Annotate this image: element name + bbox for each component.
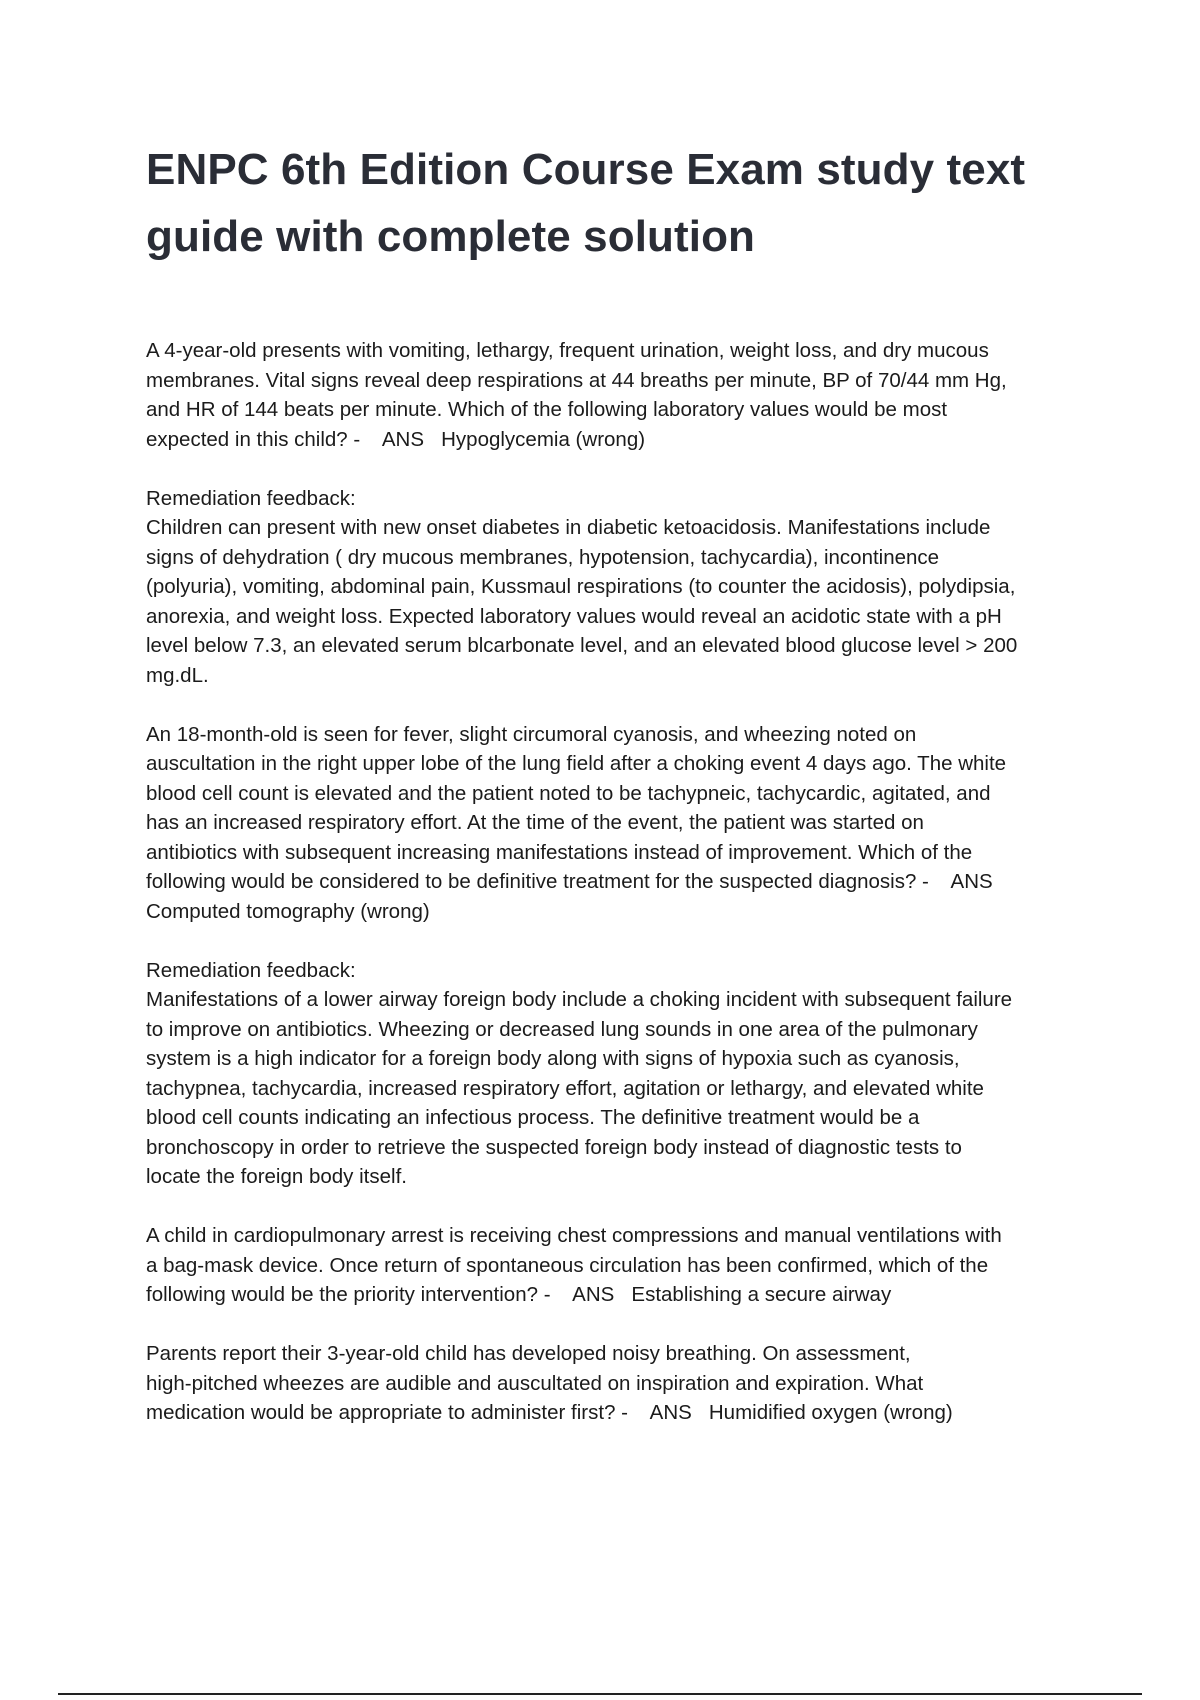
- text-line: Children can present with new onset diabetes in diabetic ketoacidosis. Manifestations include: [146, 516, 991, 539]
- text-line: signs of dehydration ( dry mucous membranes, hypotension, tachycardia), incontinence: [146, 545, 940, 569]
- text-line: and HR of 144 beats per minute. Which of the following laboratory values would be most: [146, 398, 948, 421]
- text-line: medication would be appropriate to administer first? - ANS Humidified oxygen (wrong): [146, 1401, 953, 1424]
- title-line-1: ENPC 6th Edition Course Exam study text: [146, 145, 1026, 194]
- text-line: level below 7.3, an elevated serum blcarbonate level, and an elevated blood glucose level > 200: [146, 634, 1018, 657]
- title-line-2: guide with complete solution: [146, 212, 756, 261]
- question-block-3: [146, 1221, 1096, 1310]
- text-line: Computed tomography (wrong): [146, 899, 430, 923]
- text-line: system is a high indicator for a foreign body along with signs of hypoxia such as cyanosis,: [146, 1047, 960, 1070]
- feedback-heading: Remediation feedback:: [146, 958, 356, 982]
- text-line: (polyuria), vomiting, abdominal pain, Kussmaul respirations (to counter the acidosis), polydipsia,: [146, 575, 1016, 598]
- text-line: blood cell counts indicating an infectious process. The definitive treatment would be a: [146, 1106, 920, 1129]
- text-line: has an increased respiratory effort. At the time of the event, the patient was started on: [146, 811, 924, 834]
- text-line: A 4-year-old presents with vomiting, lethargy, frequent urination, weight loss, and dry mucous: [146, 339, 989, 362]
- text-line: An 18-month-old is seen for fever, slight circumoral cyanosis, and wheezing noted on: [146, 722, 917, 746]
- question-block-1: [146, 336, 1096, 454]
- text-line: a bag-mask device. Once return of spontaneous circulation has been confirmed, which of the: [146, 1253, 989, 1277]
- text-line: following would be the priority intervention? - ANS Establishing a secure airway: [146, 1283, 892, 1306]
- text-line: membranes. Vital signs reveal deep respirations at 44 breaths per minute, BP of 70/44 mm Hg,: [146, 368, 1007, 392]
- text-line: mg.dL.: [146, 663, 209, 687]
- text-line: locate the foreign body itself.: [146, 1165, 407, 1188]
- text-line: antibiotics with subsequent increasing manifestations instead of improvement. Which of the: [146, 840, 973, 864]
- feedback-heading: Remediation feedback:: [146, 486, 356, 510]
- feedback-block-1: [146, 484, 1096, 691]
- text-line: bronchoscopy in order to retrieve the suspected foreign body instead of diagnostic tests to: [146, 1135, 962, 1159]
- text-line: Parents report their 3-year-old child has developed noisy breathing. On assessment,: [146, 1342, 911, 1365]
- text-line: auscultation in the right upper lobe of the lung field after a choking event 4 days ago. The white: [146, 752, 1007, 775]
- text-line: following would be considered to be definitive treatment for the suspected diagnosis? - ANS: [146, 870, 993, 893]
- text-line: Manifestations of a lower airway foreign body include a choking incident with subsequent failure: [146, 988, 1013, 1011]
- document-body: [146, 336, 1096, 1457]
- text-line: high-pitched wheezes are audible and auscultated on inspiration and expiration. What: [146, 1371, 924, 1395]
- text-line: A child in cardiopulmonary arrest is receiving chest compressions and manual ventilations with: [146, 1224, 1002, 1247]
- question-block-4: [146, 1339, 1096, 1428]
- question-block-2: [146, 720, 1096, 927]
- feedback-block-2: [146, 956, 1096, 1192]
- text-line: to improve on antibiotics. Wheezing or decreased lung sounds in one area of the pulmonary: [146, 1017, 978, 1041]
- footer-divider: [58, 1693, 1142, 1695]
- text-line: blood cell count is elevated and the patient noted to be tachypneic, tachycardic, agitated, and: [146, 781, 991, 805]
- text-line: expected in this child? - ANS Hypoglycemia (wrong): [146, 427, 646, 451]
- text-line: anorexia, and weight loss. Expected laboratory values would reveal an acidotic state with a pH: [146, 604, 1002, 628]
- text-line: tachypnea, tachycardia, increased respiratory effort, agitation or lethargy, and elevated white: [146, 1076, 984, 1100]
- document-title: [146, 136, 1106, 270]
